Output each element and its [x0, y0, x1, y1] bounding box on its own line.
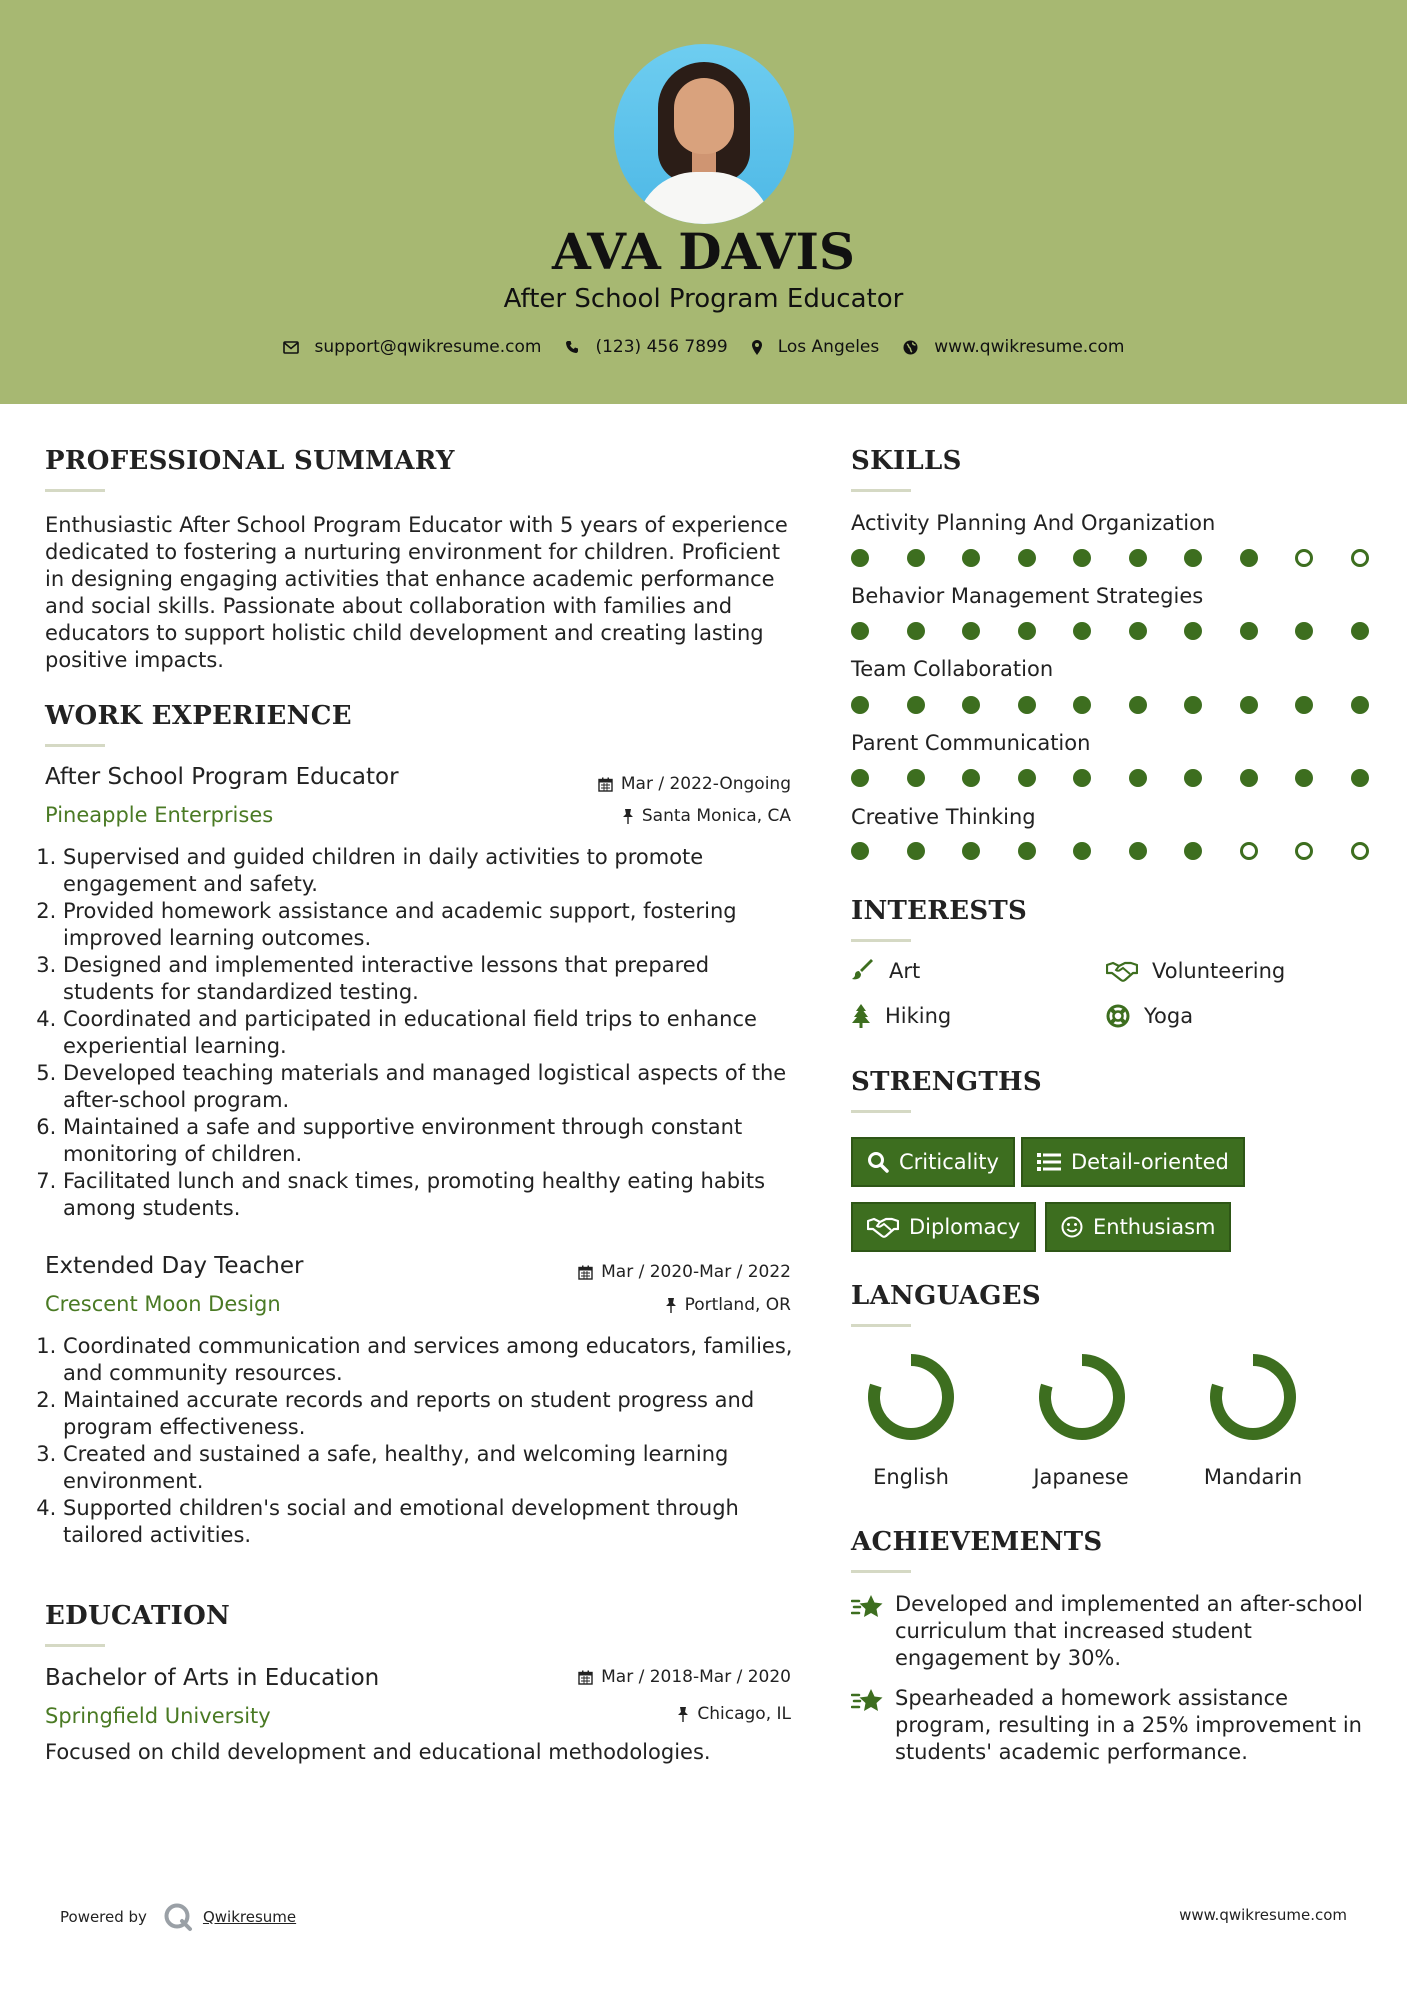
skill-dot-filled	[962, 549, 980, 567]
skill-dot-filled	[1018, 622, 1036, 640]
email-text: support@qwikresume.com	[314, 337, 542, 357]
handshake-icon	[867, 1216, 899, 1238]
skill-dot-filled	[1073, 549, 1091, 567]
skill-dot-filled	[1018, 549, 1036, 567]
language-level-arc	[1216, 1360, 1290, 1434]
qwikresume-logo-icon	[163, 1902, 193, 1932]
duty-item: 3. Created and sustained a safe, healthy, and welcoming learning environment.	[63, 1441, 808, 1495]
skill-dot-filled	[907, 769, 925, 787]
strength-label: Detail-oriented	[1071, 1150, 1229, 1174]
calendar-icon	[578, 1670, 593, 1685]
skill-dot-filled	[1073, 842, 1091, 860]
skill-dot-filled	[962, 696, 980, 714]
language-name: Japanese	[1033, 1465, 1129, 1489]
skill-dot-filled	[1295, 622, 1313, 640]
website-text: www.qwikresume.com	[934, 337, 1125, 357]
strengths-divider	[851, 1110, 911, 1113]
job-dates-text: Mar / 2020-Mar / 2022	[601, 1262, 791, 1282]
skill-dot-filled	[1129, 842, 1147, 860]
skill-dot-filled	[1184, 769, 1202, 787]
skills-divider	[851, 489, 911, 492]
skill-dot-filled	[1184, 842, 1202, 860]
achievement-text: Spearheaded a homework assistance program, resulting in a 25% improvement in students' academic performance.	[895, 1686, 1362, 1764]
pushpin-icon	[677, 1706, 689, 1722]
calendar-icon	[598, 777, 613, 792]
duty-item: 3. Designed and implemented interactive lessons that prepared students for standardized testing.	[63, 952, 798, 1006]
skill-dot-filled	[1018, 769, 1036, 787]
envelope-icon	[283, 341, 299, 354]
job-dates	[578, 1262, 791, 1282]
skill-dot-filled	[907, 549, 925, 567]
company-name: Crescent Moon Design	[45, 1292, 281, 1316]
education-location-text: Chicago, IL	[697, 1704, 791, 1724]
duty-item: 4. Supported children's social and emotional development through tailored activities.	[63, 1495, 808, 1549]
footer-website[interactable]: www.qwikresume.com	[1179, 1906, 1347, 1924]
skill-dot-filled	[1129, 622, 1147, 640]
lifebuoy-icon	[1106, 1004, 1130, 1028]
interest-label: Yoga	[1144, 1004, 1194, 1028]
strength-tag	[851, 1137, 1015, 1187]
job-location	[622, 806, 791, 826]
job-title: After School Program Educator	[45, 764, 399, 790]
location-text: Los Angeles	[777, 337, 880, 357]
summary-divider	[45, 489, 105, 492]
skill-rating	[851, 842, 1351, 864]
interest-label: Hiking	[885, 1004, 952, 1028]
summary-text	[45, 512, 805, 674]
skill-dot-filled	[1073, 622, 1091, 640]
duty-item: 1. Supervised and guided children in daily activities to promote engagement and safety.	[63, 844, 798, 898]
strength-label: Enthusiasm	[1093, 1215, 1216, 1239]
summary-line: positive impacts.	[45, 648, 224, 672]
skill-dot-filled	[1240, 696, 1258, 714]
contact-bar	[0, 337, 1407, 357]
language-ring	[874, 1360, 948, 1434]
skill-dot-empty	[1351, 842, 1369, 860]
profile-photo	[614, 44, 794, 224]
strength-tag	[1045, 1202, 1231, 1252]
summary-line: educators to support holistic child development and creating lasting	[45, 621, 764, 645]
skill-dot-filled	[1129, 696, 1147, 714]
interests-heading: INTERESTS	[851, 896, 1028, 926]
job-location-text: Santa Monica, CA	[641, 806, 791, 826]
achievement-item	[851, 1685, 1371, 1766]
skill-dot-filled	[1184, 622, 1202, 640]
candidate-title: After School Program Educator	[503, 284, 904, 314]
contact-email[interactable]	[283, 337, 542, 357]
contact-phone[interactable]	[565, 337, 727, 357]
skill-dot-filled	[1073, 769, 1091, 787]
skill-dot-empty	[1351, 549, 1369, 567]
skill-dot-empty	[1295, 842, 1313, 860]
language-rings	[850, 1347, 1370, 1447]
search-icon	[867, 1151, 889, 1173]
education-dates	[578, 1667, 791, 1687]
experience-divider	[45, 744, 105, 747]
achievements-heading: ACHIEVEMENTS	[851, 1527, 1103, 1557]
job-title: Extended Day Teacher	[45, 1253, 304, 1279]
summary-line: in designing engaging activities that enhance academic performance	[45, 567, 775, 591]
skill-dot-filled	[907, 842, 925, 860]
skill-dot-filled	[907, 696, 925, 714]
skill-rating	[851, 549, 1351, 571]
job-dates	[598, 774, 791, 794]
interest-label: Volunteering	[1152, 959, 1286, 983]
contact-website[interactable]	[903, 337, 1124, 357]
skill-rating	[851, 622, 1351, 644]
achievements-divider	[851, 1570, 911, 1573]
skill-dot-empty	[1240, 842, 1258, 860]
language-level-arc	[874, 1360, 948, 1434]
duty-item: 2. Maintained accurate records and reports on student progress and program effectiveness.	[63, 1387, 808, 1441]
degree-title: Bachelor of Arts in Education	[45, 1665, 380, 1691]
strength-tag	[1021, 1137, 1245, 1187]
skill-dot-filled	[962, 622, 980, 640]
skill-dot-filled	[1240, 622, 1258, 640]
achievement-text: Developed and implemented an after-school curriculum that increased student engagement by 30%.	[895, 1592, 1363, 1670]
skill-dot-filled	[962, 842, 980, 860]
skill-name: Team Collaboration	[851, 657, 1054, 681]
skill-name: Creative Thinking	[851, 805, 1036, 829]
job-duties-list	[45, 844, 798, 1222]
calendar-icon	[578, 1265, 593, 1280]
paintbrush-icon	[851, 959, 875, 983]
language-name: Mandarin	[1203, 1465, 1303, 1489]
language-level-arc	[1045, 1360, 1119, 1434]
skill-dot-filled	[1184, 549, 1202, 567]
star-icon	[851, 1687, 885, 1715]
strength-label: Criticality	[899, 1150, 999, 1174]
education-description: Focused on child development and educational methodologies.	[45, 1740, 711, 1764]
contact-location	[752, 337, 880, 357]
skill-dot-filled	[851, 622, 869, 640]
skill-rating	[851, 696, 1351, 718]
achievement-item	[851, 1591, 1371, 1672]
language-ring	[1216, 1360, 1290, 1434]
education-location	[677, 1704, 791, 1724]
powered-by-text: Powered by	[60, 1908, 147, 1926]
language-name: English	[873, 1465, 949, 1489]
skill-dot-filled	[1240, 549, 1258, 567]
languages-divider	[851, 1324, 911, 1327]
skill-dot-filled	[851, 769, 869, 787]
interests-divider	[851, 939, 911, 942]
summary-heading: PROFESSIONAL SUMMARY	[45, 446, 455, 476]
skill-name: Behavior Management Strategies	[851, 584, 1204, 608]
skill-dot-filled	[1295, 769, 1313, 787]
skill-name: Parent Communication	[851, 731, 1091, 755]
star-icon	[851, 1593, 885, 1621]
duty-item: 4. Coordinated and participated in educational field trips to enhance experiential learning.	[63, 1006, 798, 1060]
summary-line: Enthusiastic After School Program Educator with 5 years of experience	[45, 513, 788, 537]
qwikresume-link[interactable]: Qwikresume	[202, 1908, 297, 1926]
school-name: Springfield University	[45, 1704, 271, 1728]
skill-dot-filled	[962, 769, 980, 787]
interest-label: Art	[889, 959, 921, 983]
skill-dot-filled	[1018, 842, 1036, 860]
map-pin-icon	[752, 340, 762, 355]
skill-dot-filled	[1295, 696, 1313, 714]
job-location	[665, 1295, 791, 1315]
skill-dot-filled	[851, 842, 869, 860]
skill-dot-filled	[1351, 769, 1369, 787]
skill-dot-filled	[1184, 696, 1202, 714]
languages-heading: LANGUAGES	[851, 1281, 1041, 1311]
experience-heading: WORK EXPERIENCE	[45, 701, 352, 731]
duty-item: 6. Maintained a safe and supportive environment through constant monitoring of children.	[63, 1114, 798, 1168]
strength-tag	[851, 1202, 1036, 1252]
interest-item	[851, 959, 920, 983]
pushpin-icon	[622, 808, 634, 824]
phone-icon	[565, 340, 579, 354]
skill-dot-filled	[1129, 769, 1147, 787]
duty-item: 1. Coordinated communication and services among educators, families, and community resources.	[63, 1333, 808, 1387]
skill-rating	[851, 769, 1351, 791]
company-name: Pineapple Enterprises	[45, 803, 274, 827]
skills-heading: SKILLS	[851, 446, 962, 476]
job-dates-text: Mar / 2022-Ongoing	[620, 774, 791, 794]
skill-dot-filled	[1073, 696, 1091, 714]
candidate-name: AVA DAVIS	[551, 222, 856, 281]
duty-item: 2. Provided homework assistance and academic support, fostering improved learning outcomes.	[63, 898, 798, 952]
education-dates-text: Mar / 2018-Mar / 2020	[601, 1667, 791, 1687]
summary-line: dedicated to fostering a nurturing environment for children. Proficient	[45, 540, 780, 564]
skill-dot-filled	[1351, 696, 1369, 714]
skill-name: Activity Planning And Organization	[851, 511, 1216, 535]
education-heading: EDUCATION	[45, 1601, 231, 1631]
skill-dot-filled	[907, 622, 925, 640]
strength-label: Diplomacy	[909, 1215, 1021, 1239]
list-icon	[1037, 1152, 1061, 1172]
language-ring	[1045, 1360, 1119, 1434]
phone-text: (123) 456 7899	[595, 337, 728, 357]
skill-dot-filled	[851, 549, 869, 567]
interest-item	[1106, 959, 1285, 983]
duty-item: 5. Developed teaching materials and managed logistical aspects of the after-school program.	[63, 1060, 798, 1114]
smile-icon	[1061, 1216, 1083, 1238]
duty-item: 7. Facilitated lunch and snack times, promoting healthy eating habits among students.	[63, 1168, 798, 1222]
interest-item	[1106, 1004, 1193, 1028]
skill-dot-filled	[1240, 769, 1258, 787]
skill-dot-empty	[1295, 549, 1313, 567]
education-divider	[45, 1644, 105, 1647]
pushpin-icon	[665, 1297, 677, 1313]
skill-dot-filled	[1018, 696, 1036, 714]
skill-dot-filled	[1351, 622, 1369, 640]
skill-dot-filled	[1129, 549, 1147, 567]
job-duties-list	[45, 1333, 808, 1549]
strengths-heading: STRENGTHS	[851, 1067, 1042, 1097]
interest-item	[851, 1004, 951, 1028]
handshake-icon	[1106, 960, 1138, 982]
globe-icon	[903, 340, 918, 355]
summary-line: and social skills. Passionate about collaboration with families and	[45, 594, 733, 618]
resume-header	[0, 0, 1407, 404]
tree-icon	[851, 1004, 871, 1028]
skill-dot-filled	[851, 696, 869, 714]
job-location-text: Portland, OR	[684, 1295, 791, 1315]
footer-powered-by	[60, 1902, 296, 1932]
